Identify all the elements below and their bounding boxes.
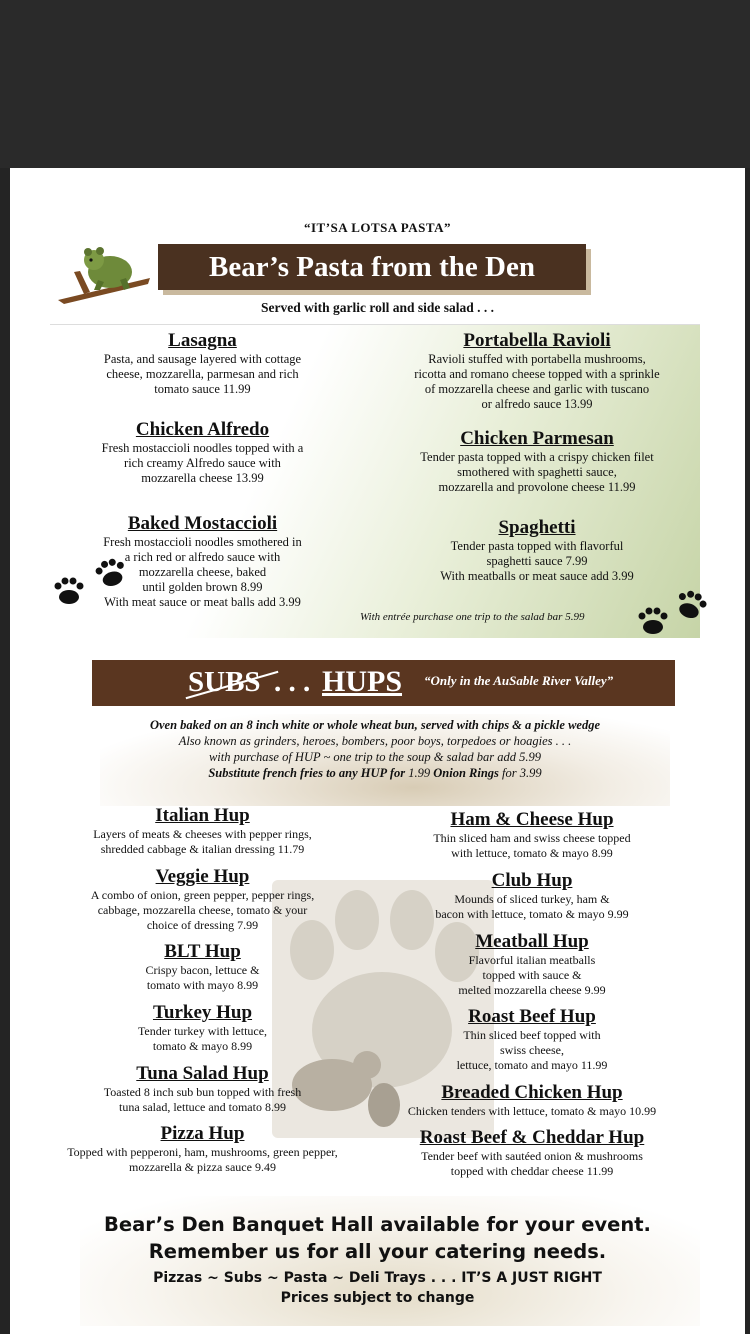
served-with-note: Served with garlic roll and side salad . . . bbox=[260, 300, 494, 315]
menu-item-chicken-alfredo: Chicken Alfredo Fresh mostaccioli noodles topped with a rich creamy Alfredo sauce with mozzarella cheese 13.99 bbox=[70, 419, 335, 486]
hup-veggie: Veggie Hup A combo of onion, green pepper, pepper rings, cabbage, mozzarella cheese, tomato & your choice of dressing 7.99 bbox=[90, 866, 315, 932]
hup-ham-cheese: Ham & Cheese Hup Thin sliced ham and swiss cheese topped with lettuce, tomato & mayo 8.99 bbox=[433, 809, 631, 860]
item-name: Spaghetti bbox=[498, 517, 576, 538]
menu-item-portabella-ravioli: Portabella Ravioli Ravioli stuffed with portabella mushrooms, ricotta and romano cheese topped with a sprinkle of mozzarella cheese and garlic with tuscano or alfredo sauce 13.99 bbox=[382, 330, 692, 412]
hups-word: HUPS bbox=[322, 665, 403, 698]
hup-breaded-chicken: Breaded Chicken Hup Chicken tenders with lettuce, tomato & mayo 10.99 bbox=[407, 1082, 657, 1118]
hup-roast-beef-cheddar: Roast Beef & Cheddar Hup Tender beef with sautéed onion & mushrooms topped with cheddar cheese 11.99 bbox=[419, 1127, 645, 1178]
menu-page bbox=[10, 168, 745, 1334]
hup-blt: BLT Hup Crispy bacon, lettuce & tomato with mayo 8.99 bbox=[145, 941, 260, 992]
ausable-tagline: “Only in the AuSable River Valley” bbox=[424, 673, 614, 688]
hup-club: Club Hup Mounds of sliced turkey, ham & bacon with lettuce, tomato & mayo 9.99 bbox=[435, 870, 629, 921]
item-name: Chicken Alfredo bbox=[135, 419, 270, 440]
hup-tuna-salad: Tuna Salad Hup Toasted 8 inch sub bun topped with fresh tuna salad, lettuce and tomato 8.99 bbox=[103, 1063, 302, 1114]
top-dark-bar bbox=[0, 0, 750, 168]
hups-title-bar bbox=[92, 660, 675, 706]
hup-roast-beef: Roast Beef Hup Thin sliced beef topped with swiss cheese, lettuce, tomato and mayo 11.99 bbox=[456, 1006, 608, 1072]
menu-item-baked-mostaccioli: Baked Mostaccioli Fresh mostaccioli noodles smothered in a rich red or alfredo sauce with mozzarella cheese, baked until golden brown 8.99 With meat sauce or meat balls add 3.99 bbox=[70, 513, 335, 610]
paw-print-icon bbox=[52, 574, 86, 608]
bear-on-branch-icon bbox=[54, 244, 154, 306]
subs-dots: . . . bbox=[274, 666, 311, 698]
menu-item-chicken-parmesan: Chicken Parmesan Tender pasta topped with a crispy chicken filet smothered with spaghetti sauce, mozzarella and provolone cheese 11.99 bbox=[382, 428, 692, 495]
item-name: Baked Mostaccioli bbox=[127, 513, 278, 534]
hups-info: Oven baked on an 8 inch white or whole wheat bun, served with chips & a pickle wedge Also known as grinders, heroes, bombers, poor boys, torpedoes or hoagies . . . with purchase of HUP ~ one trip to the soup & salad bar add 5.99 Substitute french fries to any HUP for 1.99 Onion Rings for 3.99 bbox=[149, 718, 601, 780]
subs-struck-word: SUBS bbox=[188, 660, 261, 704]
offerings-line: Pizzas ~ Subs ~ Pasta ~ Deli Trays . . . IT’S A JUST RIGHT bbox=[153, 1270, 602, 1286]
item-name: Lasagna bbox=[168, 330, 237, 351]
menu-item-lasagna: Lasagna Pasta, and sausage layered with cottage cheese, mozzarella, parmesan and rich tomato sauce 11.99 bbox=[70, 330, 335, 397]
item-name: Chicken Parmesan bbox=[460, 428, 614, 449]
hup-pizza: Pizza Hup Topped with pepperoni, ham, mushrooms, green pepper, mozzarella & pizza sauce 9.49 bbox=[67, 1123, 338, 1174]
hup-meatball: Meatball Hup Flavorful italian meatballs topped with sauce & melted mozzarella cheese 9.99 bbox=[458, 931, 606, 997]
salad-bar-note: With entrée purchase one trip to the salad bar 5.99 bbox=[360, 611, 585, 623]
banquet-hall-line: Bear’s Den Banquet Hall available for your event. bbox=[104, 1213, 651, 1236]
paw-print-icon bbox=[636, 604, 670, 638]
prices-note: Prices subject to change bbox=[280, 1290, 475, 1306]
pasta-title-banner: Bear’s Pasta from the Den bbox=[158, 244, 586, 290]
catering-line: Remember us for all your catering needs. bbox=[148, 1240, 607, 1263]
tagline: “IT’SA LOTSA PASTA” bbox=[303, 220, 451, 235]
hup-turkey: Turkey Hup Tender turkey with lettuce, tomato & mayo 8.99 bbox=[137, 1002, 268, 1053]
menu-item-spaghetti: Spaghetti Tender pasta topped with flavorful spaghetti sauce 7.99 With meatballs or meat sauce add 3.99 bbox=[382, 517, 692, 584]
hup-italian: Italian Hup Layers of meats & cheeses with pepper rings, shredded cabbage & italian dressing 11.79 bbox=[93, 805, 312, 856]
item-name: Portabella Ravioli bbox=[463, 330, 611, 351]
